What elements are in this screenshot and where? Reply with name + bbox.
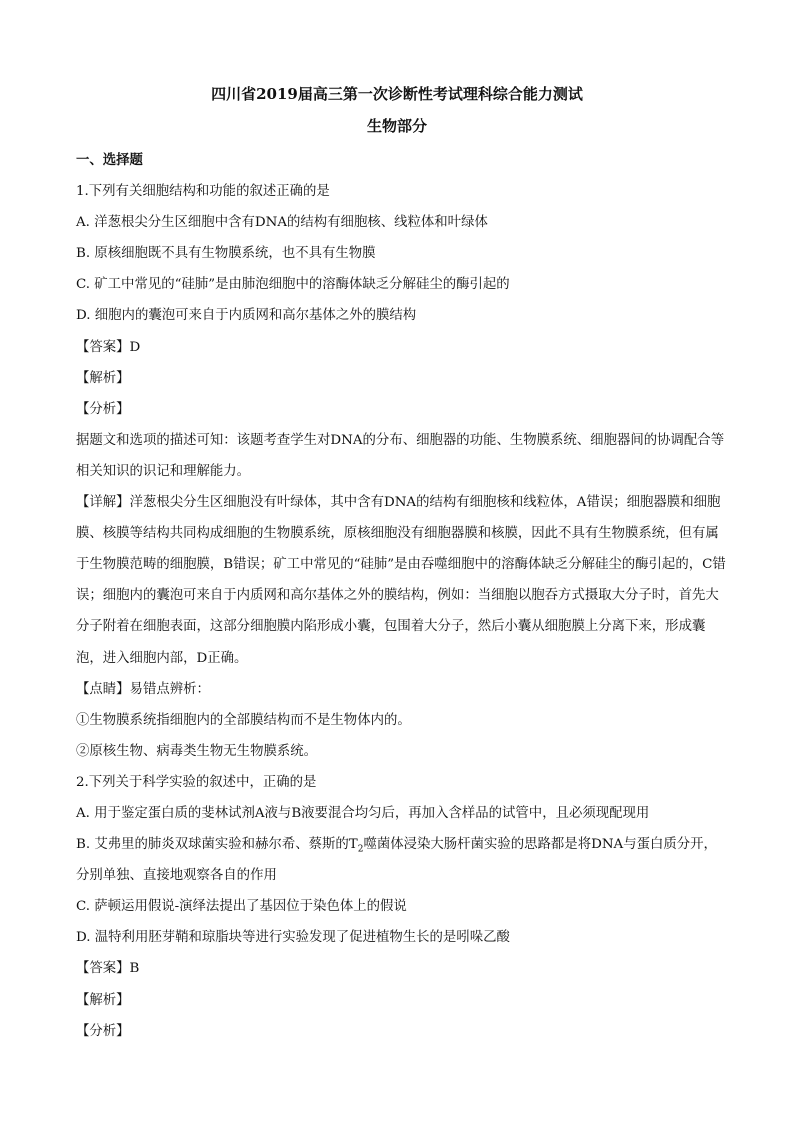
q2-option-b-post: 噬菌体浸染大肠杆菌实验的思路都是将DNA与蛋白质分开，分别单独、直接地观察各自的作用 bbox=[76, 837, 717, 884]
document-body bbox=[76, 145, 726, 1047]
q1-detail-text: 【详解】洋葱根尖分生区细胞没有叶绿体，其中含有DNA的结构有细胞核和线粒体，A错误；细胞器膜和细胞膜、核膜等结构共同构成细胞的生物膜系统，原核细胞没有细胞器膜和核膜，因此不具有生物膜系统，但有属于生物膜范畴的细胞膜，B错误；矿工中常见的“硅肺”是由吞噬细胞中的溶酶体缺乏分解硅尘的酶引起的，C错误；细胞内的囊泡可来自于内质网和高尔基体之外的膜结构，例如：当细胞以胞吞方式摄取大分子时，首先大分子附着在细胞表面，这部分细胞膜内陷形成小囊，包围着大分子，然后小囊从细胞膜上分离下来，形成囊泡，进入细胞内部，D正确。 bbox=[76, 495, 726, 666]
q2-fenxi-label: 【分析】 bbox=[76, 1023, 130, 1039]
section-heading: 一、选择题 bbox=[76, 152, 143, 168]
q1-option-c: C. 矿工中常见的“硅肺”是由肺泡细胞中的溶酶体缺乏分解硅尘的酶引起的 bbox=[76, 277, 510, 293]
q1-stem: 1.下列有关细胞结构和功能的叙述正确的是 bbox=[76, 184, 330, 200]
q1-dianjing-item: ①生物膜系统指细胞内的全部膜结构而不是生物体内的。 bbox=[76, 712, 411, 728]
q1-option-d: D. 细胞内的囊泡可来自于内质网和高尔基体之外的膜结构 bbox=[76, 308, 417, 324]
q2-option-b-subscript: 2 bbox=[357, 844, 364, 855]
q2-option-b bbox=[76, 829, 726, 891]
q1-analysis-label: 【解析】 bbox=[76, 370, 130, 386]
q1-answer: 【答案】D bbox=[76, 339, 141, 355]
q1-fenxi-text: 据题文和选项的描述可知：该题考查学生对DNA的分布、细胞器的功能、生物膜系统、细胞器间的协调配合等相关知识的识记和理解能力。 bbox=[76, 432, 725, 479]
q1-dianjing-item: ②原核生物、病毒类生物无生物膜系统。 bbox=[76, 743, 318, 759]
q1-fenxi-label: 【分析】 bbox=[76, 401, 130, 417]
q2-stem: 2.下列关于科学实验的叙述中，正确的是 bbox=[76, 774, 317, 790]
q1-option-b: B. 原核细胞既不具有生物膜系统，也不具有生物膜 bbox=[76, 246, 376, 262]
q1-option-a: A. 洋葱根尖分生区细胞中含有DNA的结构有细胞核、线粒体和叶绿体 bbox=[76, 215, 488, 231]
q2-option-b-pre: B. 艾弗里的肺炎双球菌实验和赫尔希、蔡斯的T bbox=[76, 837, 358, 853]
q2-analysis-label: 【解析】 bbox=[76, 992, 130, 1008]
q2-answer: 【答案】B bbox=[76, 961, 140, 977]
document-subtitle: 生物部分 bbox=[366, 117, 427, 135]
q2-option-a: A. 用于鉴定蛋白质的斐林试剂A液与B液要混合均匀后，再加入含样品的试管中，且必须现配现用 bbox=[76, 805, 650, 821]
q2-option-c: C. 萨顿运用假说-演绎法提出了基因位于染色体上的假说 bbox=[76, 899, 407, 915]
document-title: 四川省2019届高三第一次诊断性考试理科综合能力测试 bbox=[211, 85, 583, 103]
q1-dianjing-label: 【点睛】易错点辨析： bbox=[76, 681, 210, 697]
q2-option-d: D. 温特利用胚芽鞘和琼脂块等进行实验发现了促进植物生长的是吲哚乙酸 bbox=[76, 930, 510, 946]
